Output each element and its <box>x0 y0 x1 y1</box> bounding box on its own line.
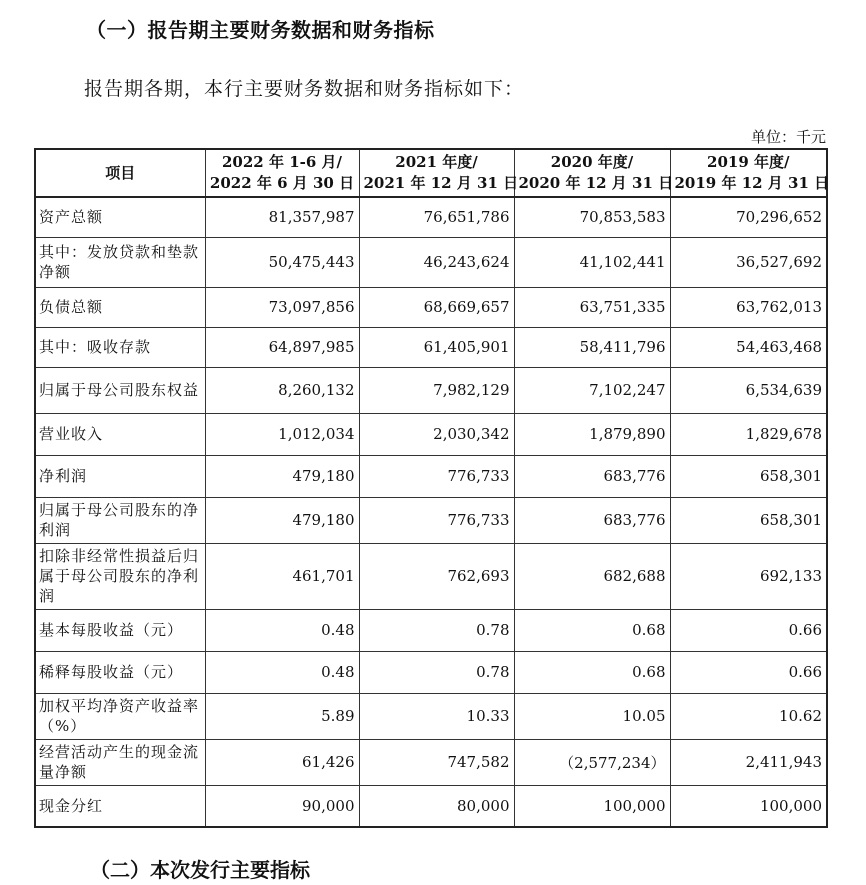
row-value: 41,102,441 <box>514 237 670 287</box>
row-value: 683,776 <box>514 455 670 497</box>
row-value: 747,582 <box>359 739 514 785</box>
row-value: 0.66 <box>670 609 827 651</box>
table-row <box>35 497 827 543</box>
table-row <box>35 785 827 827</box>
row-value: 0.48 <box>205 609 359 651</box>
row-label: 归属于母公司股东的净利润 <box>35 497 205 543</box>
table-row <box>35 287 827 327</box>
section-title: （一）报告期主要财务数据和财务指标 <box>86 18 435 42</box>
row-value: 658,301 <box>670 497 827 543</box>
row-value: 0.66 <box>670 651 827 693</box>
row-value: 776,733 <box>359 455 514 497</box>
row-value: 81,357,987 <box>205 197 359 237</box>
row-value: 36,527,692 <box>670 237 827 287</box>
row-value: 479,180 <box>205 497 359 543</box>
row-value: 61,405,901 <box>359 327 514 367</box>
row-value: 100,000 <box>514 785 670 827</box>
table-row <box>35 455 827 497</box>
row-label: 稀释每股收益（元） <box>35 651 205 693</box>
table-row <box>35 413 827 455</box>
row-value: 10.62 <box>670 693 827 739</box>
table-row <box>35 237 827 287</box>
row-value: 64,897,985 <box>205 327 359 367</box>
row-value: 10.05 <box>514 693 670 739</box>
row-label: 净利润 <box>35 455 205 497</box>
row-value: 461,701 <box>205 543 359 609</box>
row-label: 营业收入 <box>35 413 205 455</box>
table-row <box>35 197 827 237</box>
row-label: 归属于母公司股东权益 <box>35 367 205 413</box>
row-value: 76,651,786 <box>359 197 514 237</box>
row-value: 683,776 <box>514 497 670 543</box>
header-line2: 2019 年 12 月 31 日 <box>674 174 830 192</box>
header-item: 项目 <box>35 149 205 197</box>
table-header-row <box>35 149 827 197</box>
row-value: 70,853,583 <box>514 197 670 237</box>
row-value: 682,688 <box>514 543 670 609</box>
row-label: 经营活动产生的现金流量净额 <box>35 739 205 785</box>
row-value: 90,000 <box>205 785 359 827</box>
row-value: 0.78 <box>359 609 514 651</box>
row-label: 其中：发放贷款和垫款净额 <box>35 237 205 287</box>
row-label: 扣除非经常性损益后归属于母公司股东的净利润 <box>35 543 205 609</box>
intro-text: 报告期各期，本行主要财务数据和财务指标如下： <box>84 78 525 100</box>
row-value: 1,829,678 <box>670 413 827 455</box>
row-value: 776,733 <box>359 497 514 543</box>
row-value: 2,411,943 <box>670 739 827 785</box>
row-label: 现金分红 <box>35 785 205 827</box>
header-period-2020 <box>514 149 674 197</box>
row-value: 61,426 <box>205 739 359 785</box>
table-row <box>35 609 827 651</box>
row-label: 加权平均净资产收益率（%） <box>35 693 205 739</box>
table-body <box>35 197 827 827</box>
table-row <box>35 327 827 367</box>
row-value: 2,030,342 <box>359 413 514 455</box>
header-line1: 2021 年度/ <box>395 153 478 171</box>
row-value: 1,879,890 <box>514 413 670 455</box>
row-value: 479,180 <box>205 455 359 497</box>
row-label: 其中：吸收存款 <box>35 327 205 367</box>
row-value: 7,102,247 <box>514 367 670 413</box>
table-row <box>35 693 827 739</box>
row-value: 658,301 <box>670 455 827 497</box>
header-line2: 2021 年 12 月 31 日 <box>363 174 519 192</box>
row-value: 1,012,034 <box>205 413 359 455</box>
row-value: 63,751,335 <box>514 287 670 327</box>
row-label: 基本每股收益（元） <box>35 609 205 651</box>
row-value: 692,133 <box>670 543 827 609</box>
row-value: 63,762,013 <box>670 287 827 327</box>
row-value: 68,669,657 <box>359 287 514 327</box>
table-row <box>35 367 827 413</box>
row-value: 70,296,652 <box>670 197 827 237</box>
table-row <box>35 739 827 785</box>
next-section-title-text: （二）本次发行主要指标 <box>90 858 310 882</box>
row-value: 100,000 <box>670 785 827 827</box>
row-value: （2,577,234） <box>514 739 670 785</box>
row-value: 46,243,624 <box>359 237 514 287</box>
header-period-2019 <box>670 149 830 197</box>
header-period-2021 <box>359 149 519 197</box>
row-value: 50,475,443 <box>205 237 359 287</box>
header-line1: 2020 年度/ <box>550 153 634 171</box>
row-value: 0.48 <box>205 651 359 693</box>
row-label: 负债总额 <box>35 287 205 327</box>
header-line1: 2022 年 1-6 月/ <box>222 153 342 171</box>
unit-label: 单位：千元 <box>750 128 826 146</box>
row-value: 5.89 <box>205 693 359 739</box>
header-line2: 2020 年 12 月 31 日 <box>518 174 674 192</box>
row-value: 8,260,132 <box>205 367 359 413</box>
financial-data-table <box>34 148 828 828</box>
row-value: 6,534,639 <box>670 367 827 413</box>
row-value: 0.68 <box>514 651 670 693</box>
header-line2: 2022 年 6 月 30 日 <box>209 174 355 192</box>
row-label: 资产总额 <box>35 197 205 237</box>
row-value: 10.33 <box>359 693 514 739</box>
table-row <box>35 543 827 609</box>
header-period-2022h1 <box>205 149 359 197</box>
row-value: 762,693 <box>359 543 514 609</box>
next-section-title <box>90 856 310 882</box>
row-value: 54,463,468 <box>670 327 827 367</box>
header-line1: 2019 年度/ <box>707 153 790 171</box>
row-value: 73,097,856 <box>205 287 359 327</box>
row-value: 7,982,129 <box>359 367 514 413</box>
row-value: 0.78 <box>359 651 514 693</box>
row-value: 80,000 <box>359 785 514 827</box>
table-row <box>35 651 827 693</box>
row-value: 0.68 <box>514 609 670 651</box>
row-value: 58,411,796 <box>514 327 670 367</box>
